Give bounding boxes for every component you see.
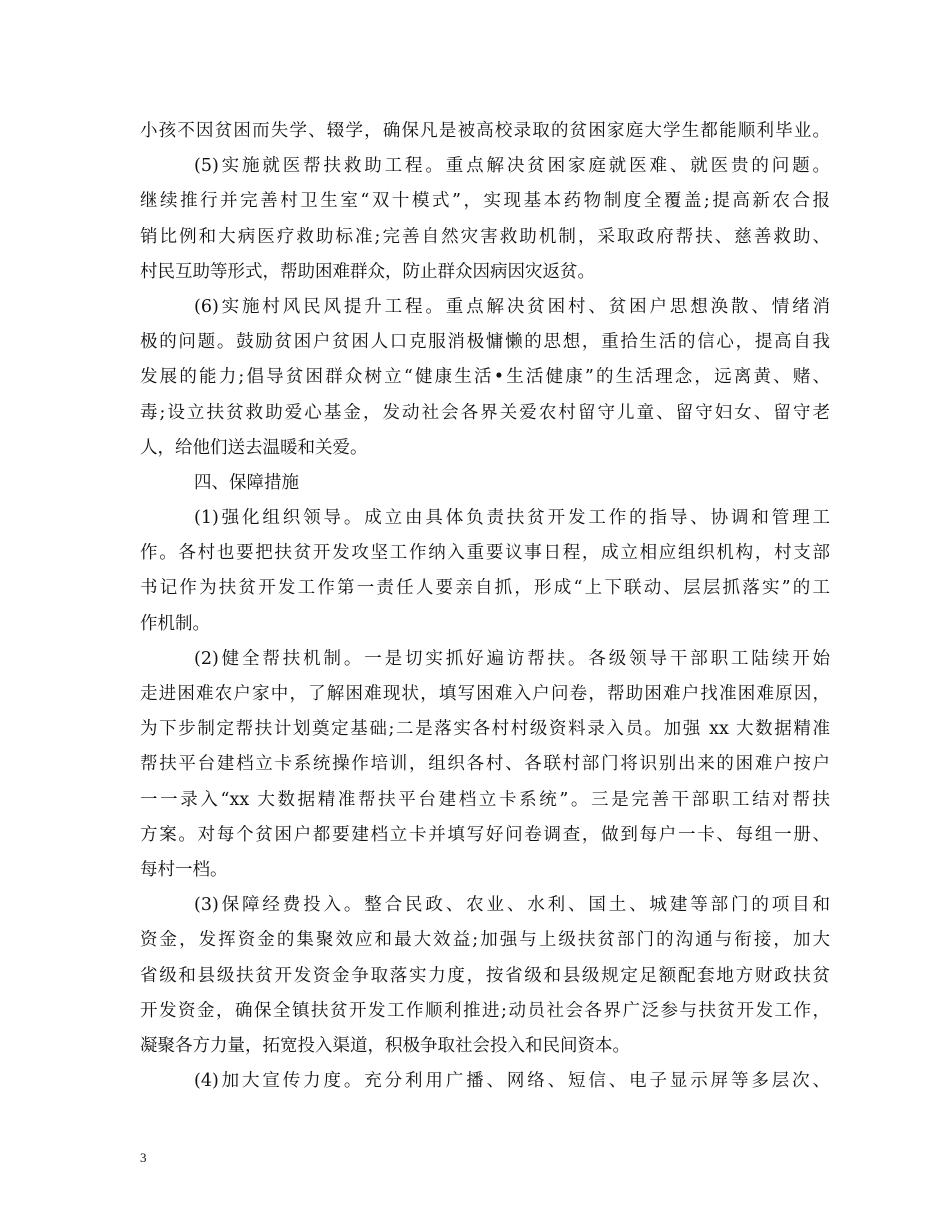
text-line: (5)实施就医帮扶救助工程。重点解决贫困家庭就医难、就医贵的问题。 — [194, 156, 830, 177]
text-line: 发展的能力;倡导贫困群众树立“健康生活•生活健康”的生活理念，远离黄、赌、 — [140, 367, 830, 388]
text-line: (1)强化组织领导。成立由具体负责扶贫开发工作的指导、协调和管理工 — [194, 508, 830, 529]
text-line: 书记作为扶贫开发工作第一责任人要亲自抓，形成“上下联动、层层抓落实”的工 — [140, 578, 830, 599]
text-line: 毒;设立扶贫救助爱心基金，发动社会各界关爱农村留守儿童、留守妇女、留守老 — [140, 402, 830, 423]
text-line: (6)实施村风民风提升工程。重点解决贫困村、贫困户思想涣散、情绪消 — [194, 296, 830, 317]
text-line: 帮扶平台建档立卡系统操作培训，组织各村、各联村部门将识别出来的困难户按户 — [140, 754, 830, 775]
page-number: 3 — [140, 1150, 147, 1165]
text-line: 走进困难农户家中，了解困难现状，填写困难入户问卷，帮助困难户找准困难原因， — [140, 684, 830, 704]
text-line: 四、保障措施 — [194, 472, 299, 493]
text-line: 开发资金，确保全镇扶贫开发工作顺利推进;动员社会各界广泛参与扶贫开发工作， — [140, 1000, 830, 1021]
text-line: 人，给他们送去温暖和关爱。 — [140, 437, 368, 458]
text-line: 省级和县级扶贫开发资金争取落实力度，按省级和县级规定足额配套地方财政扶贫 — [140, 965, 830, 986]
text-line: 方案。对每个贫困户都要建档立卡并填写好问卷调查，做到每户一卡、每组一册、 — [140, 824, 830, 845]
text-line: 凝聚各方力量，拓宽投入渠道，积极争取社会投入和民间资本。 — [140, 1035, 630, 1056]
text-line: 小孩不因贫困而失学、辍学，确保凡是被高校录取的贫困家庭大学生都能顺利毕业。 — [140, 121, 830, 141]
text-line: 每村一档。 — [140, 859, 228, 880]
text-line: 为下步制定帮扶计划奠定基础;二是落实各村村级资料录入员。加强 xx 大数据精准 — [140, 719, 830, 740]
text-line: 极的问题。鼓励贫困户贫困人口克服消极慵懒的思想，重拾生活的信心，提高自我 — [140, 332, 830, 353]
text-line: 资金，发挥资金的集聚效应和最大效益;加强与上级扶贫部门的沟通与衔接，加大 — [140, 930, 830, 951]
text-line: 作机制。 — [140, 613, 210, 634]
text-line: (2)健全帮扶机制。一是切实抓好遍访帮扶。各级领导干部职工陆续开始 — [194, 648, 830, 669]
text-line: (3)保障经费投入。整合民政、农业、水利、国土、城建等部门的项目和 — [194, 895, 830, 916]
document-body — [140, 114, 830, 1099]
text-line: 一一录入“xx 大数据精准帮扶平台建档立卡系统”。三是完善干部职工结对帮扶 — [140, 789, 830, 810]
text-line: 继续推行并完善村卫生室“双十模式”，实现基本药物制度全覆盖;提高新农合报 — [140, 191, 830, 212]
text-line: 销比例和大病医疗救助标准;完善自然灾害救助机制，采取政府帮扶、慈善救助、 — [140, 226, 830, 247]
text-line: 村民互助等形式，帮助困难群众，防止群众因病因灾返贫。 — [140, 261, 595, 282]
text-line: 作。各村也要把扶贫开发攻坚工作纳入重要议事日程，成立相应组织机构，村支部 — [140, 543, 830, 564]
text-line: (4)加大宣传力度。充分利用广播、网络、短信、电子显示屏等多层次、 — [194, 1071, 830, 1092]
